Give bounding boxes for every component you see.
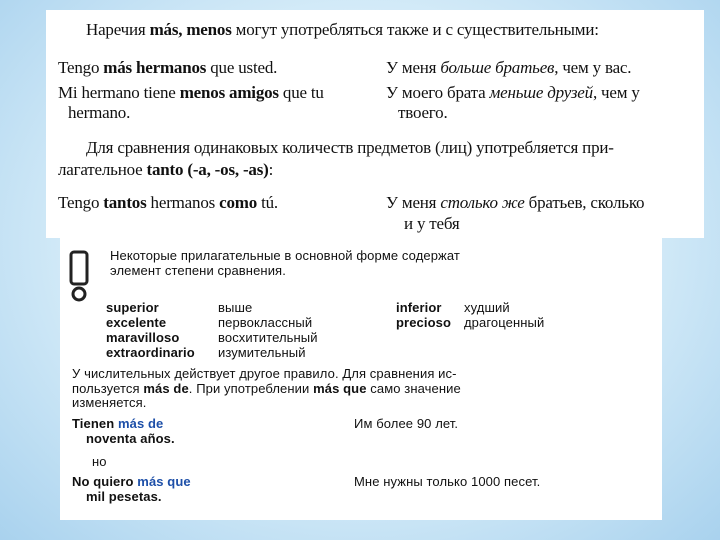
adjective-spanish: extraordinario [106, 345, 195, 360]
ex3-ru-pre: У меня [386, 193, 441, 212]
example-2-russian [386, 83, 640, 103]
ex1-es-post: que usted. [206, 58, 278, 77]
ex3-ru-post: братьев, сколько [524, 193, 645, 212]
ex3-es-bold1: tantos [103, 193, 147, 212]
ex2-es-bold: menos amigos [179, 83, 279, 102]
numeral-rule-line1: У числительных действует другое правило. Для сравнения ис- [72, 366, 457, 381]
intro-pre: Наречия [86, 20, 150, 39]
adjective-spanish: superior [106, 300, 159, 315]
ex1-es-pre: Tengo [58, 58, 104, 77]
numeral-rule-line3: изменяется. [72, 395, 147, 410]
rule-line2-bold: tanto (-a, -os, -as) [146, 160, 269, 179]
ex2-es-pre: Mi hermano tiene [58, 83, 180, 102]
rule-line2-pre: лагательное [58, 160, 147, 179]
numrule-mid: . При употреблении [188, 381, 314, 396]
example-3-russian [386, 193, 644, 213]
example-2-spanish-line2: hermano. [68, 103, 131, 122]
example-3-spanish [58, 193, 278, 213]
adjective-russian: выше [218, 300, 253, 315]
ex1-es-bold: más hermanos [103, 58, 207, 77]
ex3-es-pre: Tengo [58, 193, 104, 212]
ex2-ru-pre: У моего брата [386, 83, 490, 102]
numeral-rule-line2 [72, 381, 461, 396]
ex5-es-highlight: más que [137, 474, 191, 489]
example-2-russian-line2: твоего. [398, 103, 448, 122]
ex2-ru-ital: меньше друзей [489, 83, 593, 102]
ex2-es-post: que tu [278, 83, 324, 102]
example-3-russian-line2: и у тебя [404, 214, 460, 233]
adjective-russian: восхитительный [218, 330, 318, 345]
adjective-spanish: maravilloso [106, 330, 180, 345]
example-5-russian: Мне нужны только 1000 песет. [354, 474, 541, 489]
exclamation-icon [68, 250, 90, 302]
example-5-spanish-line2: mil pesetas. [86, 489, 162, 504]
note-line1: Некоторые прилагательные в основной форме содержат [110, 248, 460, 263]
ex1-ru-post: , чем у вас. [554, 58, 632, 77]
tanto-rule-line2 [58, 160, 273, 180]
numrule-bold2: más que [313, 381, 367, 396]
rule-line2-post: : [268, 160, 274, 179]
numrule-bold1: más de [143, 381, 189, 396]
numrule-post: само значение [366, 381, 461, 396]
example-4-spanish-line2: noventa años. [86, 431, 175, 446]
adjective-spanish: inferior [396, 300, 442, 315]
top-textbook-scan [46, 10, 704, 238]
ex3-ru-ital: столько же [440, 193, 525, 212]
example-4-russian: Им более 90 лет. [354, 416, 459, 431]
but-word: но [92, 454, 107, 469]
intro-bold: más, menos [149, 20, 232, 39]
adjective-russian: первоклассный [218, 315, 313, 330]
adjective-spanish: excelente [106, 315, 167, 330]
intro-line [86, 20, 599, 40]
tanto-rule-line1: Для сравнения одинаковых количеств предметов (лиц) употребляется при- [86, 138, 614, 157]
adjective-spanish: precioso [396, 315, 451, 330]
ex3-es-mid: hermanos [146, 193, 220, 212]
ex3-es-post: tú. [257, 193, 278, 212]
numrule-pre: пользуется [72, 381, 144, 396]
example-2-spanish [58, 83, 324, 103]
ex5-es-pre: No quiero [72, 474, 138, 489]
adjective-russian: драгоценный [464, 315, 545, 330]
ex1-ru-pre: У меня [386, 58, 441, 77]
ex1-ru-ital: больше братьев [440, 58, 555, 77]
intro-post: могут употребляться также и с существительными: [231, 20, 599, 39]
ex4-es-highlight: más de [117, 416, 164, 431]
ex2-ru-post: , чем у [592, 83, 640, 102]
example-1-spanish [58, 58, 277, 78]
bottom-textbook-scan [60, 238, 662, 520]
example-1-russian [386, 58, 631, 78]
example-5-spanish [72, 474, 191, 489]
ex3-es-bold2: como [219, 193, 258, 212]
example-4-spanish [72, 416, 163, 431]
adjective-russian: изумительный [218, 345, 306, 360]
ex4-es-pre: Tienen [72, 416, 118, 431]
adjective-russian: худший [464, 300, 510, 315]
note-line2: элемент степени сравнения. [110, 263, 286, 278]
